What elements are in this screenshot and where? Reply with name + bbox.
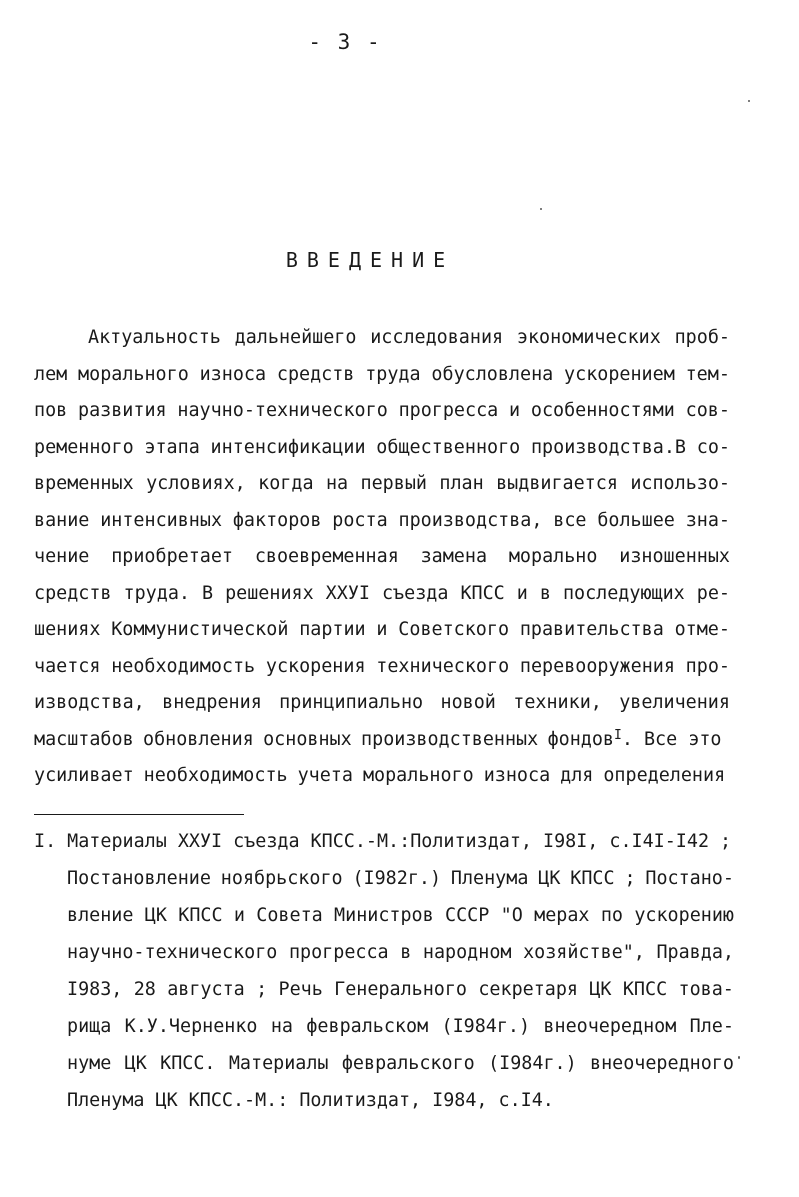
word: и: [516, 582, 528, 604]
word: I98I,: [543, 831, 599, 852]
body-line: [34, 430, 730, 467]
word: ;: [256, 979, 268, 1000]
word: своевременная: [254, 546, 399, 567]
word: научно-технического: [67, 942, 278, 963]
word: интенсивных: [100, 509, 223, 531]
word: чается: [34, 655, 101, 677]
word: ЦК: [589, 979, 612, 1000]
word: I984,: [432, 1090, 488, 1111]
word: необходимость: [143, 765, 288, 786]
footnote-line: [34, 1008, 734, 1045]
word: прогресса: [288, 942, 389, 963]
word: изводства,: [34, 692, 145, 713]
body-line: [34, 320, 730, 357]
word: внеочередном: [543, 1016, 677, 1037]
word: ускорению: [634, 905, 734, 926]
body-line: [34, 503, 730, 540]
word: особенностями: [530, 400, 675, 421]
word: труда: [365, 363, 421, 385]
word: с.I4.: [498, 1090, 554, 1111]
word: това-: [678, 979, 734, 1000]
word: учета: [297, 765, 353, 786]
body-line: [34, 357, 730, 394]
word: Пленума: [67, 1090, 145, 1111]
scan-speck: [738, 1056, 740, 1059]
word: Совета: [256, 905, 323, 926]
word: КПСС: [622, 979, 668, 1000]
word: Пленума: [450, 868, 529, 889]
body-line-text: [34, 722, 614, 759]
word: августа: [167, 979, 245, 1000]
word: отме-: [674, 619, 730, 640]
word: ускорением: [564, 363, 675, 385]
word: КПСС.: [160, 1053, 216, 1074]
footnote-line: [34, 823, 734, 860]
footnote-line: [34, 860, 734, 897]
word: проб-: [674, 327, 730, 348]
word: ЦК: [124, 1053, 147, 1074]
word: ;: [720, 831, 732, 852]
word: ускорения: [265, 655, 366, 677]
word: принципиально: [279, 692, 424, 713]
word: лем: [34, 363, 68, 385]
word: КПСС.-М.:: [188, 1090, 289, 1111]
word: съезда: [233, 831, 300, 852]
word: Пле-: [689, 1016, 734, 1037]
word: ременного: [34, 436, 134, 458]
word: исследования: [370, 327, 504, 348]
word: народном: [422, 942, 512, 963]
word: Генерального: [334, 979, 468, 1000]
body-line: [34, 539, 730, 576]
word: пов: [34, 400, 68, 421]
word: изношенных: [619, 546, 730, 567]
word: прогресса: [398, 400, 499, 421]
word: (I984г.): [441, 1016, 531, 1037]
body-line: [34, 576, 730, 613]
word: съезда: [381, 582, 449, 604]
word: производства.В: [530, 436, 686, 458]
footnote-line: [34, 934, 734, 971]
word: чение: [34, 546, 90, 567]
word: ре-: [696, 582, 730, 604]
word: труда.: [123, 582, 190, 604]
word: внедрения: [162, 692, 262, 713]
word: (I984г.): [488, 1053, 577, 1074]
footnote-line: [34, 897, 734, 934]
section-heading: ВВЕДЕНИЕ: [285, 248, 455, 272]
word: и: [509, 400, 521, 421]
word: обновления: [143, 728, 254, 750]
word: февральском: [306, 1016, 429, 1037]
footnote-line: [34, 1045, 734, 1082]
word: Советского: [398, 619, 510, 640]
word: решениях: [225, 582, 314, 604]
word: К.У.Черненко: [124, 1016, 258, 1037]
word: Материалы: [67, 831, 167, 852]
word: со-: [696, 436, 730, 458]
word: ЦК: [538, 868, 561, 889]
word: нуме: [67, 1053, 112, 1074]
word: мерах: [534, 905, 590, 926]
footnote-separator: [34, 814, 244, 815]
word: замена: [420, 546, 488, 567]
word: Актуальность: [88, 327, 221, 348]
word: тем-: [685, 363, 730, 385]
word: когда: [258, 473, 314, 494]
word: на: [270, 1016, 294, 1037]
word: роста: [332, 509, 388, 531]
word: определения: [603, 765, 726, 786]
word: февральского: [341, 1053, 475, 1074]
word: I.: [34, 831, 57, 852]
word: необходимость: [111, 655, 256, 677]
word: для: [560, 765, 594, 786]
word: большее: [597, 509, 675, 531]
word: в: [400, 942, 412, 963]
body-line: [34, 393, 730, 430]
word: ЦК: [144, 905, 167, 926]
word: фондов: [547, 728, 614, 750]
body-line-tail: . Все это: [621, 728, 722, 750]
word: шениях: [34, 619, 101, 640]
word: и: [376, 619, 388, 640]
word: приобретает: [111, 546, 233, 567]
word: КПСС: [178, 905, 223, 926]
word: Правда,: [656, 942, 734, 963]
word: все: [553, 509, 587, 531]
body-line: [34, 758, 730, 795]
word: на: [325, 473, 349, 494]
word: технического: [376, 655, 510, 677]
word: хозяйстве",: [523, 942, 645, 963]
word: КПСС.-М.:Политиздат,: [310, 831, 532, 852]
word: морального: [78, 363, 189, 385]
word: внеочередного: [590, 1053, 734, 1074]
word: ;: [624, 868, 636, 889]
word: общественного: [376, 436, 521, 458]
footnote-line: [34, 1082, 734, 1119]
word: выдвигается: [496, 473, 618, 494]
body-text: [34, 320, 730, 795]
word: перевооружения: [519, 655, 675, 677]
word: по: [600, 905, 623, 926]
footnote-reference: I: [614, 727, 622, 743]
body-line: [34, 685, 730, 722]
word: "О: [500, 905, 523, 926]
word: производственных: [361, 728, 539, 750]
word: развития: [78, 400, 167, 421]
word: сов-: [685, 400, 730, 421]
word: износа: [483, 765, 551, 786]
word: техники,: [513, 692, 602, 713]
word: I983,: [67, 979, 123, 1000]
word: план: [439, 473, 484, 494]
word: Министров: [334, 905, 434, 926]
word: ноябрьского: [220, 868, 343, 889]
word: увеличения: [619, 692, 730, 713]
word: основных: [263, 728, 352, 750]
scan-speck: [748, 100, 750, 102]
word: Постано-: [645, 868, 734, 889]
word: Коммунистической: [111, 619, 289, 640]
body-line: [34, 649, 730, 686]
word: вание: [34, 509, 90, 531]
word: Постановление: [67, 868, 211, 889]
word: первый: [360, 473, 427, 494]
word: Политиздат,: [299, 1090, 422, 1111]
body-line: [34, 612, 730, 649]
word: морального: [362, 765, 474, 786]
word: партии: [299, 619, 366, 640]
word: Речь: [278, 979, 323, 1000]
word: Материалы: [228, 1053, 329, 1074]
word: КПСС: [460, 582, 505, 604]
word: производства,: [398, 509, 543, 531]
word: усиливает: [34, 765, 134, 786]
word: средств: [276, 363, 355, 385]
word: условиях,: [146, 473, 246, 494]
word: рища: [67, 1016, 112, 1037]
word: морально: [508, 546, 598, 567]
word: в: [539, 582, 551, 604]
word: и: [233, 905, 245, 926]
footnote: [34, 823, 734, 1119]
word: новой: [440, 692, 496, 713]
word: с.I4I-I42: [609, 831, 710, 852]
body-line-with-footnote-ref: [34, 722, 730, 759]
word: экономических: [516, 327, 661, 348]
footnote-line: [34, 971, 734, 1008]
word: вление: [67, 905, 134, 926]
word: ХХУI: [177, 831, 223, 852]
page-number: - 3 -: [308, 30, 382, 54]
word: ХХУI: [325, 582, 370, 604]
word: последующих: [562, 582, 685, 604]
word: обусловлена: [431, 363, 554, 385]
word: научно-технического: [177, 400, 388, 421]
word: дальнейшего: [234, 327, 357, 348]
body-line: [34, 466, 730, 503]
word: временных: [34, 473, 134, 494]
word: (I982г.): [352, 868, 442, 889]
word: В: [201, 582, 214, 604]
word: ЦК: [155, 1090, 178, 1111]
word: про-: [685, 655, 730, 677]
word: 28: [133, 979, 156, 1000]
scan-speck: [540, 208, 542, 210]
word: износа: [199, 363, 267, 385]
word: КПСС: [570, 868, 615, 889]
word: зна-: [685, 509, 730, 531]
word: средств: [34, 582, 112, 604]
word: этапа: [144, 436, 200, 458]
word: СССР: [445, 905, 490, 926]
word: интенсификации: [210, 436, 366, 458]
word: использо-: [630, 473, 730, 494]
word: секретаря: [478, 979, 579, 1000]
word: масштабов: [34, 728, 134, 750]
word: факторов: [232, 509, 322, 531]
word: правительства: [519, 619, 664, 640]
